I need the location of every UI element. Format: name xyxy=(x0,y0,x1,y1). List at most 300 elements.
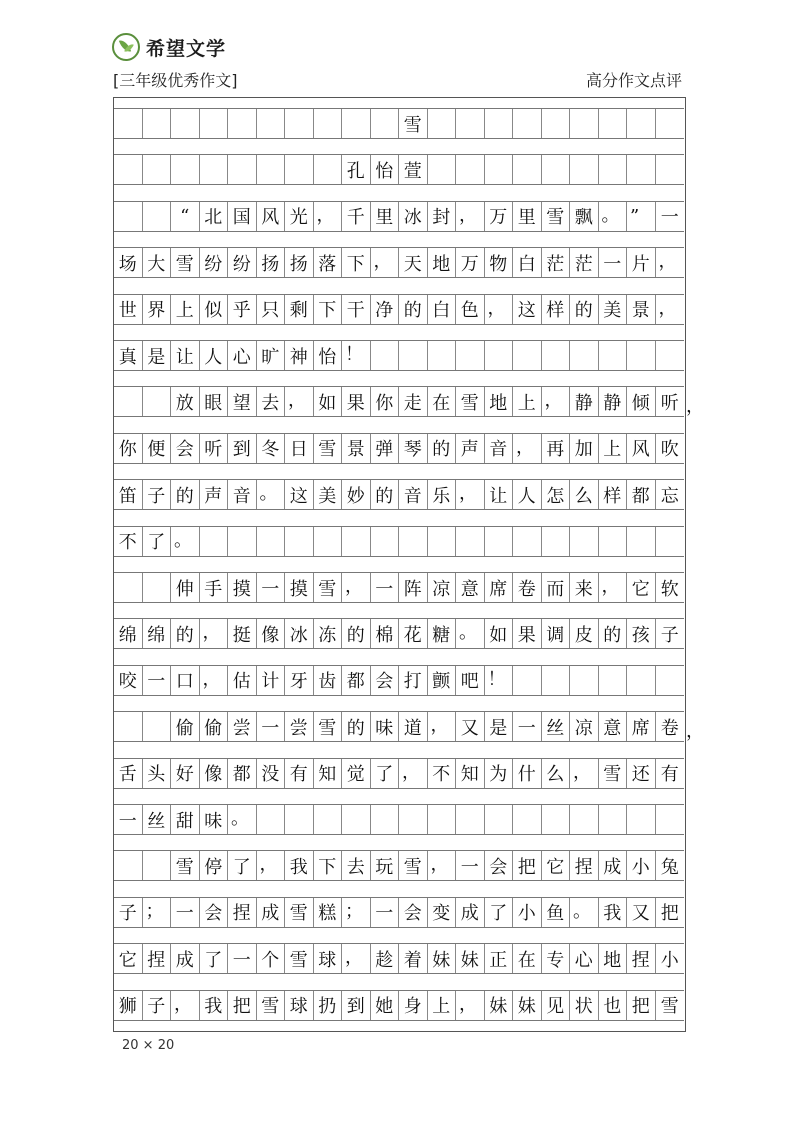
grid-cell: 会 xyxy=(371,666,400,695)
grid-cell: 席 xyxy=(485,573,514,602)
grid-cell: 成 xyxy=(599,851,628,880)
grid-cell: 卷 xyxy=(513,573,542,602)
grid-cell: 丝 xyxy=(542,712,571,741)
grid-cell: 剩 xyxy=(285,295,314,324)
grid-row xyxy=(114,433,684,464)
grid-cell: 子 xyxy=(660,624,679,646)
grid-cell xyxy=(570,805,599,834)
grid-cell: 望 xyxy=(228,387,257,416)
grid-cell xyxy=(485,109,514,138)
grid-cell: 丝 xyxy=(143,805,172,834)
grid-cell: ， xyxy=(456,480,485,509)
grid-cell: 了 xyxy=(228,851,257,880)
grid-cell: 一 xyxy=(257,573,286,602)
grid-cell: 干 xyxy=(342,295,371,324)
grid-cell: ， xyxy=(542,387,571,416)
grid-cell: 孩 xyxy=(627,619,656,648)
grid-cell: 在 xyxy=(428,387,457,416)
grid-cell: 地 xyxy=(485,387,514,416)
grid-cell xyxy=(513,805,542,834)
grid-cell: 上 xyxy=(513,387,542,416)
grid-cell xyxy=(485,155,514,184)
grid-cell: 雪 xyxy=(314,573,343,602)
grid-cell xyxy=(513,341,542,370)
grid-cell xyxy=(114,573,143,602)
grid-cell: 人 xyxy=(513,480,542,509)
author-char: 怡 xyxy=(371,155,400,184)
grid-cell xyxy=(114,851,143,880)
grid-cell xyxy=(257,155,286,184)
grid-cell: 扬 xyxy=(285,248,314,277)
grid-cell: 又 xyxy=(627,898,656,927)
grid-cell: 把 xyxy=(660,903,679,925)
grid-row xyxy=(114,943,684,974)
grid-cell xyxy=(342,805,371,834)
grid-cell: 玩 xyxy=(371,851,400,880)
grid-cell: ， xyxy=(599,573,628,602)
grid-cell: 。 xyxy=(599,202,628,231)
grid-cell: “ xyxy=(171,202,200,231)
grid-row xyxy=(114,340,684,371)
grid-cell: 甜 xyxy=(171,805,200,834)
grid-cell: 地 xyxy=(428,248,457,277)
grid-cell: 雪 xyxy=(599,759,628,788)
grid-cell xyxy=(456,341,485,370)
grid-cell: ， xyxy=(456,991,485,1020)
grid-cell: 的 xyxy=(342,712,371,741)
grid-cell xyxy=(485,805,514,834)
grid-cell: 茫 xyxy=(542,248,571,277)
grid-cell: 我 xyxy=(285,851,314,880)
grid-cell xyxy=(114,387,143,416)
grid-cell: 上 xyxy=(599,434,628,463)
section-label: 高分作文点评 xyxy=(585,71,682,90)
grid-cell xyxy=(513,527,542,556)
grid-cell: 糕 xyxy=(314,898,343,927)
grid-cell: 冬 xyxy=(257,434,286,463)
grid-cell: 道 xyxy=(399,712,428,741)
grid-cell: 舌 xyxy=(114,759,143,788)
grid-cell: 怡 xyxy=(314,341,343,370)
grid-cell xyxy=(399,805,428,834)
grid-cell: 片 xyxy=(627,248,656,277)
grid-cell: 听 xyxy=(200,434,229,463)
grid-cell: 音 xyxy=(228,480,257,509)
grid-cell: 你 xyxy=(114,434,143,463)
grid-cell: 忘 xyxy=(660,485,679,507)
grid-cell: 乐 xyxy=(428,480,457,509)
grid-cell: 物 xyxy=(485,248,514,277)
grid-cell: 捏 xyxy=(143,944,172,973)
grid-cell xyxy=(143,387,172,416)
grid-cell xyxy=(599,341,628,370)
grid-cell: ， xyxy=(399,759,428,788)
grid-cell: 味 xyxy=(200,805,229,834)
grid-cell: 真 xyxy=(114,341,143,370)
grid-cell: 挺 xyxy=(228,619,257,648)
grid-cell: 天 xyxy=(399,248,428,277)
grid-cell: 的 xyxy=(171,480,200,509)
grid-cell xyxy=(627,666,656,695)
grid-cell: 你 xyxy=(371,387,400,416)
grid-cell xyxy=(342,109,371,138)
grid-cell: 冰 xyxy=(399,202,428,231)
grid-cell: 子 xyxy=(143,480,172,509)
grid-cell: 世 xyxy=(114,295,143,324)
grid-row xyxy=(114,294,684,325)
grid-cell: 捏 xyxy=(570,851,599,880)
grid-cell: 果 xyxy=(513,619,542,648)
grid-cell: 冻 xyxy=(314,619,343,648)
grid-cell: 静 xyxy=(599,387,628,416)
grid-cell: 计 xyxy=(257,666,286,695)
grid-cell: 伸 xyxy=(171,573,200,602)
grid-cell: 还 xyxy=(627,759,656,788)
grid-cell xyxy=(570,341,599,370)
grid-cell: 手 xyxy=(200,573,229,602)
grid-row xyxy=(114,479,684,510)
brand-name: 希望文学 xyxy=(146,37,227,60)
grid-cell: 着 xyxy=(399,944,428,973)
grid-cell: 正 xyxy=(485,944,514,973)
grid-cell: 美 xyxy=(599,295,628,324)
grid-cell: ” xyxy=(627,202,656,231)
grid-cell: ， xyxy=(200,619,229,648)
grid-cell xyxy=(456,527,485,556)
grid-cell xyxy=(228,155,257,184)
grid-cell: 倾 xyxy=(627,387,656,416)
grid-cell: 声 xyxy=(200,480,229,509)
grid-cell: ， xyxy=(428,851,457,880)
grid-cell: 捏 xyxy=(627,944,656,973)
grid-cell: 一 xyxy=(371,573,400,602)
grid-cell: 状 xyxy=(570,991,599,1020)
grid-cell xyxy=(200,155,229,184)
grid-cell xyxy=(171,109,200,138)
grid-cell xyxy=(428,341,457,370)
grid-cell: 去 xyxy=(342,851,371,880)
grid-cell: 口 xyxy=(171,666,200,695)
grid-cell xyxy=(656,666,685,695)
grid-cell: 都 xyxy=(228,759,257,788)
grid-cell: 都 xyxy=(627,480,656,509)
grid-cell: 。 xyxy=(228,805,257,834)
grid-cell: 捏 xyxy=(228,898,257,927)
grid-cell: 好 xyxy=(171,759,200,788)
grid-cell: 我 xyxy=(599,898,628,927)
grid-cell xyxy=(542,666,571,695)
grid-cell: 么 xyxy=(542,759,571,788)
grid-cell: 音 xyxy=(399,480,428,509)
grid-cell: 便 xyxy=(143,434,172,463)
grid-cell: 妹 xyxy=(456,944,485,973)
grid-cell: 的 xyxy=(599,619,628,648)
grid-cell xyxy=(485,527,514,556)
grid-cell: 放 xyxy=(171,387,200,416)
grid-cell: 调 xyxy=(542,619,571,648)
grid-cell: 有 xyxy=(660,764,679,786)
grid-cell xyxy=(542,155,571,184)
grid-cell: 雪 xyxy=(542,202,571,231)
grid-cell: 软 xyxy=(660,578,679,600)
grid-cell xyxy=(342,527,371,556)
grid-cell: 。 xyxy=(570,898,599,927)
manuscript-grid xyxy=(113,97,704,1032)
grid-cell: 意 xyxy=(456,573,485,602)
grid-cell: 是 xyxy=(485,712,514,741)
grid-cell: ， xyxy=(658,297,677,319)
grid-cell: 雪 xyxy=(285,898,314,927)
grid-cell xyxy=(570,109,599,138)
grid-cell: 雪 xyxy=(257,991,286,1020)
title-row xyxy=(114,108,684,139)
grid-cell: ， xyxy=(456,202,485,231)
grid-cell: 妙 xyxy=(342,480,371,509)
grid-cell xyxy=(171,155,200,184)
grid-cell xyxy=(542,805,571,834)
grid-cell xyxy=(599,109,628,138)
grid-cell: 阵 xyxy=(399,573,428,602)
grid-cell xyxy=(285,527,314,556)
grid-cell: 有 xyxy=(285,759,314,788)
grid-cell: 下 xyxy=(314,295,343,324)
overflow-punctuation: ， xyxy=(686,721,704,743)
grid-cell: 会 xyxy=(485,851,514,880)
grid-cell: 景 xyxy=(342,434,371,463)
grid-row xyxy=(114,897,684,928)
grid-cell xyxy=(228,109,257,138)
grid-cell: 茫 xyxy=(570,248,599,277)
grid-cell: 成 xyxy=(456,898,485,927)
grid-cell: 静 xyxy=(570,387,599,416)
grid-cell: 像 xyxy=(257,619,286,648)
grid-row xyxy=(114,711,684,742)
grid-cell xyxy=(314,155,343,184)
grid-cell: 打 xyxy=(399,666,428,695)
grid-cell: 只 xyxy=(257,295,286,324)
grid-cell xyxy=(656,155,685,184)
grid-cell: 的 xyxy=(371,480,400,509)
grid-cell: 尝 xyxy=(285,712,314,741)
grid-cell: 飘 xyxy=(570,202,599,231)
grid-cell: 让 xyxy=(485,480,514,509)
grid-cell xyxy=(314,805,343,834)
grid-cell: 席 xyxy=(627,712,656,741)
overflow-punctuation: ， xyxy=(686,396,704,418)
grid-cell: 界 xyxy=(143,295,172,324)
grid-cell: 绵 xyxy=(143,619,172,648)
grid-cell: 。 xyxy=(257,480,286,509)
grid-cell xyxy=(428,155,457,184)
grid-cell: 净 xyxy=(371,295,400,324)
grid-cell: 落 xyxy=(314,248,343,277)
grid-cell xyxy=(114,155,143,184)
grid-cell: 雪 xyxy=(171,248,200,277)
grid-cell: 上 xyxy=(171,295,200,324)
grid-cell: 了 xyxy=(143,527,172,556)
grid-cell: 果 xyxy=(342,387,371,416)
grid-cell: 妹 xyxy=(485,991,514,1020)
grid-cell xyxy=(399,527,428,556)
grid-cell: 雪 xyxy=(314,712,343,741)
grid-cell: ， xyxy=(285,387,314,416)
grid-cell: 个 xyxy=(257,944,286,973)
grid-cell xyxy=(143,851,172,880)
grid-cell: 声 xyxy=(456,434,485,463)
grid-cell: ， xyxy=(171,991,200,1020)
grid-row xyxy=(114,990,684,1021)
grid-cell: 下 xyxy=(342,248,371,277)
grid-cell: 白 xyxy=(428,295,457,324)
grid-cell: ， xyxy=(513,434,542,463)
grid-cell xyxy=(570,666,599,695)
grid-cell: 它 xyxy=(542,851,571,880)
grid-cell: 景 xyxy=(627,295,656,324)
grid-cell: 球 xyxy=(314,944,343,973)
grid-cell: 而 xyxy=(542,573,571,602)
grid-cell: 也 xyxy=(599,991,628,1020)
grid-cell: 皮 xyxy=(570,619,599,648)
grid-cell: 凉 xyxy=(570,712,599,741)
author-row xyxy=(114,154,684,185)
grid-cell: 卷 xyxy=(660,717,679,739)
grid-cell: 头 xyxy=(143,759,172,788)
grid-cell: 专 xyxy=(542,944,571,973)
grid-cell: 上 xyxy=(428,991,457,1020)
grid-cell: 子 xyxy=(114,898,143,927)
author-char: 孔 xyxy=(342,155,371,184)
grid-cell xyxy=(656,805,685,834)
grid-row xyxy=(114,386,684,417)
grid-cell xyxy=(114,202,143,231)
grid-cell: 音 xyxy=(485,434,514,463)
grade-category-label: [三年级优秀作文] xyxy=(113,71,238,90)
grid-cell: 了 xyxy=(200,944,229,973)
grid-cell: 万 xyxy=(456,248,485,277)
grid-cell: 雪 xyxy=(660,996,679,1018)
grid-cell: 雪 xyxy=(399,851,428,880)
grid-cell: 了 xyxy=(371,759,400,788)
grid-cell: 冰 xyxy=(285,619,314,648)
grid-cell xyxy=(627,527,656,556)
grid-cell: 雪 xyxy=(314,434,343,463)
grid-cell: 摸 xyxy=(228,573,257,602)
grid-cell: 如 xyxy=(314,387,343,416)
grid-cell: 了 xyxy=(485,898,514,927)
grid-cell: 吹 xyxy=(660,439,679,461)
grid-cell: 一 xyxy=(228,944,257,973)
grid-row xyxy=(114,572,684,603)
grid-cell xyxy=(599,666,628,695)
grid-cell xyxy=(656,527,685,556)
grid-cell: 我 xyxy=(200,991,229,1020)
grid-cell: 成 xyxy=(171,944,200,973)
grid-cell: 一 xyxy=(143,666,172,695)
grid-cell xyxy=(513,155,542,184)
grid-cell: ！ xyxy=(342,341,371,370)
grid-cell: 凉 xyxy=(428,573,457,602)
grid-cell: 意 xyxy=(599,712,628,741)
grid-cell: 封 xyxy=(428,202,457,231)
grid-cell xyxy=(485,341,514,370)
grid-cell: 扔 xyxy=(314,991,343,1020)
grid-cell xyxy=(314,527,343,556)
grid-row xyxy=(114,618,684,649)
grid-cell: 再 xyxy=(542,434,571,463)
grid-cell: 风 xyxy=(627,434,656,463)
grid-cell: 人 xyxy=(200,341,229,370)
grid-cell xyxy=(143,573,172,602)
grid-row xyxy=(114,526,684,557)
grid-cell: 觉 xyxy=(342,759,371,788)
grid-row xyxy=(114,804,684,835)
grid-cell: 美 xyxy=(314,480,343,509)
grid-cell: 的 xyxy=(342,619,371,648)
grid-cell xyxy=(228,527,257,556)
grid-cell: 是 xyxy=(143,341,172,370)
grid-cell: ； xyxy=(143,898,172,927)
grid-cell: 场 xyxy=(114,248,143,277)
grid-cell: 一 xyxy=(456,851,485,880)
grid-cell xyxy=(513,109,542,138)
grid-cell: 尝 xyxy=(228,712,257,741)
grid-cell xyxy=(257,109,286,138)
grid-cell: 乎 xyxy=(228,295,257,324)
grid-cell: 鱼 xyxy=(542,898,571,927)
grid-cell xyxy=(599,527,628,556)
grid-cell: 光 xyxy=(285,202,314,231)
grid-cell: 为 xyxy=(485,759,514,788)
grid-cell: ， xyxy=(658,251,677,273)
grid-cell: 笛 xyxy=(114,480,143,509)
grid-cell: ， xyxy=(342,573,371,602)
grid-cell: ， xyxy=(485,295,514,324)
grid-cell xyxy=(627,155,656,184)
grid-cell: 如 xyxy=(485,619,514,648)
grid-row xyxy=(114,247,684,278)
grid-cell: 这 xyxy=(513,295,542,324)
grid-cell xyxy=(428,109,457,138)
grid-cell: 琴 xyxy=(399,434,428,463)
grid-cell: 没 xyxy=(257,759,286,788)
grid-cell: 样 xyxy=(542,295,571,324)
grid-cell xyxy=(456,805,485,834)
grid-cell xyxy=(428,805,457,834)
grid-cell xyxy=(627,109,656,138)
grid-cell: 不 xyxy=(428,759,457,788)
essay-title: 雪 xyxy=(399,109,428,138)
grid-cell: 的 xyxy=(570,295,599,324)
grid-cell: 听 xyxy=(660,392,679,414)
grid-cell: 小 xyxy=(513,898,542,927)
grid-cell xyxy=(143,712,172,741)
grid-cell: 兔 xyxy=(660,856,679,878)
grid-cell: 样 xyxy=(599,480,628,509)
grid-cell: 一 xyxy=(660,207,679,229)
grid-cell: 偷 xyxy=(171,712,200,741)
grid-cell xyxy=(513,666,542,695)
grid-cell: 偷 xyxy=(200,712,229,741)
grid-cell: 来 xyxy=(570,573,599,602)
grid-cell: 绵 xyxy=(114,619,143,648)
grid-cell: 雪 xyxy=(456,387,485,416)
grid-cell: 它 xyxy=(627,573,656,602)
grid-cell xyxy=(200,527,229,556)
grid-cell: 似 xyxy=(200,295,229,324)
grid-cell xyxy=(428,527,457,556)
grid-cell: 怎 xyxy=(542,480,571,509)
grid-cell: ， xyxy=(342,944,371,973)
